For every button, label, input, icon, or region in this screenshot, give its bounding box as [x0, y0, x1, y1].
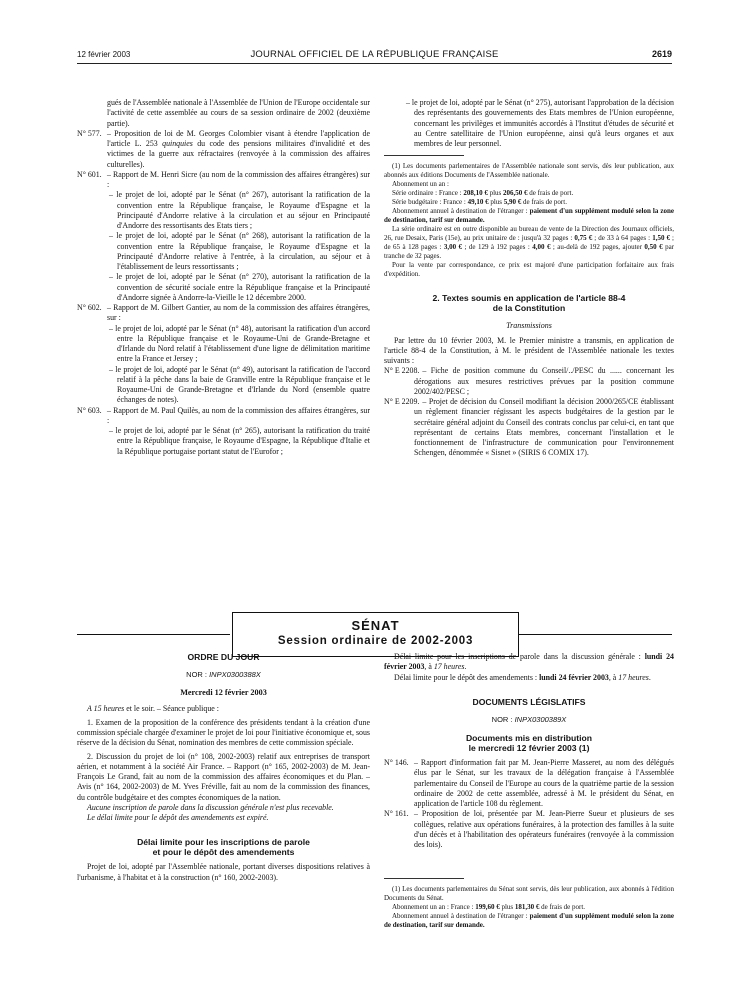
- fn-text: ; de 129 à 192 pages :: [462, 243, 533, 252]
- page-number: 2619: [651, 49, 672, 59]
- senat-rule-left: [77, 634, 230, 635]
- delai-text: , à: [424, 662, 434, 672]
- date-heading: Mercredi 12 février 2003: [180, 688, 267, 698]
- footnote-abonnement: Abonnement un an :: [392, 180, 449, 189]
- delai-amendements: [384, 673, 674, 683]
- entry-number: N° 601.: [77, 169, 102, 179]
- footnote-serie-budgetaire: [384, 198, 674, 207]
- bottom-right-column: [384, 652, 674, 930]
- entry-577: [77, 129, 370, 170]
- header-date: 12 février 2003: [77, 50, 131, 59]
- entry-146: [384, 758, 674, 809]
- entry-text: – Proposition de loi de M. Georges Colombier visant à étendre l'application de l'article L. 253: [107, 128, 370, 148]
- fn-price: 0,75 €: [574, 234, 593, 243]
- entry-number: N° E 2208.: [384, 366, 420, 376]
- fn-bold-text: paiement d'un supplément modulé selon la zone de destination, tarif sur demande.: [384, 207, 674, 225]
- fn-text: par tranche de 32 pages.: [384, 243, 675, 261]
- fn-text: de frais de port.: [527, 189, 574, 198]
- fn-price: 199,60 €: [475, 903, 500, 912]
- bottom-left-column: [77, 652, 370, 883]
- entry-e2208: [384, 366, 674, 397]
- delai-text: Délai limite pour le dépôt des amendements :: [394, 672, 540, 682]
- distribution-title: le mercredi 12 février 2003 (1): [468, 743, 590, 753]
- entry-e2209: [384, 397, 674, 459]
- nor-code: INPX0300388X: [209, 670, 261, 679]
- entry-italic: quinquies: [162, 139, 193, 148]
- section-title: 2. Textes soumis en application de l'article 88-4: [432, 293, 626, 304]
- entry-text: – Fiche de position commune du Conseil/../PESC du ...... concernant les dérogations aux mesures restrictives prévues par la position commune 2002/402/PESC ;: [414, 366, 674, 396]
- footnote-rule: [384, 878, 464, 879]
- documents-heading: DOCUMENTS LÉGISLATIFS: [472, 696, 586, 707]
- entry-number: N° 161.: [384, 809, 409, 819]
- nor-label: NOR :: [186, 670, 210, 679]
- fn-text: plus: [487, 189, 504, 198]
- page-header: [77, 50, 672, 62]
- fn-text: Série ordinaire : France :: [392, 189, 464, 198]
- list-item: – le projet de loi, adopté par le Sénat (n° 48), autorisant la ratification d'un accord entre la République française et le Royaume-Uni de Grande-Bretagne et d'Irlande du Nord relatif à l'établissement d'une ligne de délimitation maritime entre la France et Jersey ;: [109, 323, 370, 364]
- footnote-abonnement: [384, 903, 674, 912]
- entry-601: [77, 170, 370, 191]
- delai-date: lundi 24 février 2003: [384, 652, 674, 672]
- transmission-paragraph: Par lettre du 10 février 2003, M. le Premier ministre a transmis, en application de l'article 88-4 de la Constitution, à M. le président de l'Assemblée nationale les textes suivants :: [384, 335, 674, 365]
- senat-session: Session ordinaire de 2002-2003: [277, 635, 474, 647]
- fn-text: La série ordinaire est en outre disponible au bureau de vente de la Direction des Journaux officiels, 26, rue Desaix, Paris (15e), au prix unitaire de : jusqu'à 32 pages :: [384, 225, 674, 243]
- fn-price: 3,00 €: [443, 243, 463, 252]
- no-inscription-note: Aucune inscription de parole dans la discussion générale n'est plus recevable.: [87, 802, 334, 812]
- senat-title: SÉNAT: [351, 618, 400, 633]
- seance-time: [77, 704, 370, 714]
- delai-title: Délai limite pour les inscriptions de parole: [137, 837, 310, 848]
- list-item: – le projet de loi, adopté par le Sénat (n° 267), autorisant la ratification de la convention entre la République française, le Royaume d'Espagne et la Principauté d'Andorre relative à la circulation et au séjour en Principauté d'Andorre des ressortisants des Etats tiers ;: [109, 190, 370, 230]
- list-item: – le projet de loi, adopté par le Sénat (n° 49), autorisant la ratification de l'accord relatif à la pêche dans la baie de Granville entre la République française et le Royaume-Uni de Grande-Bretagne et d'Irlande du Nord (ensemble quatre échanges de notes).: [109, 364, 370, 405]
- section-subtitle: Transmissions: [506, 321, 552, 331]
- entry-161: [384, 809, 674, 850]
- distribution-title: Documents mis en distribution: [465, 733, 593, 743]
- footnote-correspondance: Pour la vente par correspondance, ce prix est majoré d'une participation forfaitaire aux frais d'expédition.: [384, 261, 674, 279]
- entry-text: du code des pensions militaires d'invalidité et des victimes de la guerre aux réfractaires (renvoyée à la commission des affaires culturelles).: [107, 139, 371, 169]
- fn-text: ; de 65 à 128 pages :: [384, 234, 674, 252]
- list-item: – le projet de loi, adopté par le Sénat (n° 265), autorisant la ratification du traité entre la République française, le Royaume d'Espagne, la République d'Italie et la République portugaise portant statut de l'Eurofor ;: [109, 426, 370, 456]
- top-left-column: [77, 98, 370, 457]
- agenda-item-1: 1. Examen de la proposition de la conférence des présidents tendant à la création d'une commission spéciale chargée d'examiner le projet de loi pour l'initiative économique et, sous réserve de la décision du Sénat, nomination des membres de cette commission spéciale.: [77, 717, 370, 748]
- journal-title: JOURNAL OFFICIEL DE LA RÉPUBLIQUE FRANÇAISE: [250, 49, 499, 60]
- fn-price: 1,50 €: [652, 234, 670, 243]
- footnote-serie-ordinaire: [384, 189, 674, 198]
- entry-text: – Projet de décision du Conseil modifiant la décision 2000/265/CE établissant un règlement financier régissant les aspects budgétaires de la gestion par le secrétaire général adjoint du Conseil des contrats conclus par celui-ci, en tant que représentant de certains Etats membres, concernant l'installation et le fonctionnement de l'infrastructure de communication pour l'environnement Schengen, dénommée « Sisnet » (SIRIS 6 COMIX 17).: [414, 397, 674, 458]
- entry-number: N° 603.: [77, 405, 102, 415]
- entry-number: N° 602.: [77, 303, 102, 312]
- fn-price: 206,50 €: [503, 189, 528, 198]
- footnote: (1) Les documents parlementaires de l'Assemblée nationale sont servis, dès leur publication, aux abonnés aux éditions Documents de l'Assemblée nationale.: [384, 162, 674, 180]
- ordre-du-jour-heading: ORDRE DU JOUR: [187, 652, 260, 662]
- header-rule: [77, 63, 672, 64]
- entry-603: [77, 406, 370, 427]
- footnote-etranger: [384, 912, 674, 930]
- fn-text: ; de 33 à 64 pages :: [592, 234, 653, 243]
- fn-text: plus: [499, 903, 515, 912]
- fn-text: plus: [488, 198, 504, 207]
- projet-paragraph: Projet de loi, adopté par l'Assemblée nationale, portant diverses dispositions relatives à l'urbanisme, à l'habitat et à la construction (n° 160, 2002-2003).: [77, 862, 370, 882]
- nor-reference: [77, 670, 370, 680]
- entry-text: – Rapport de M. Henri Sicre (au nom de la commission des affaires étrangères) sur :: [107, 169, 370, 189]
- entry-number: N° E 2209.: [384, 397, 420, 406]
- delai-text: Délai limite pour les inscriptions de parole dans la discussion générale :: [394, 652, 645, 661]
- fn-text: de frais de port.: [521, 198, 567, 207]
- fn-text: de frais de port.: [539, 903, 586, 912]
- list-item: – le projet de loi, adopté par le Sénat (n° 268), autorisant la ratification de la convention entre la République française, le Royaume d'Espagne et la Principauté d'Andorre relative à l'entrée, à la circulation, au séjour et à l'établissement de leurs ressortissants ;: [109, 231, 370, 271]
- fn-text: Abonnement un an : France :: [392, 903, 476, 912]
- delai-text: .: [648, 672, 651, 682]
- fn-text: Abonnement annuel à destination de l'étranger :: [392, 912, 530, 921]
- continued-text: gués de l'Assemblée nationale à l'Assemblée de l'Union de l'Europe occidentale sur l'activité de cette assemblée au cours de sa session ordinaire de 2002 (deuxième partie).: [107, 98, 370, 128]
- delai-hour: 17 heures: [433, 662, 465, 672]
- delai-title: et pour le dépôt des amendements: [152, 847, 295, 858]
- agenda-item-2: 2. Discussion du projet de loi (n° 108, 2002-2003) relatif aux entreprises de transport aérien, et notamment à la société Air France. – Rapport (n° 165, 2002-2003) de M. Jean-François Le Grand, fait au nom de la commission des affaires économiques et du Plan. – Avis (n° 164, 2002-2003) de M. Yves Fréville, fait au nom de la commission des finances, du contrôle budgétaire et des comptes économiques de la nation.: [77, 751, 370, 802]
- time-text: et le soir. – Séance publique :: [124, 703, 219, 713]
- fn-price: 208,10 €: [463, 189, 488, 198]
- fn-price: 181,30 €: [514, 903, 540, 912]
- entry-number: N° 146.: [384, 758, 409, 767]
- senat-banner: [232, 612, 519, 657]
- nor-code: INPX0300389X: [514, 714, 567, 724]
- fn-price: 4,00 €: [532, 243, 551, 252]
- delai-generale: [384, 652, 674, 673]
- entry-number: N° 577.: [77, 128, 102, 138]
- fn-price: 5,90 €: [503, 198, 522, 207]
- list-item: – le projet de loi, adopté par le Sénat (n° 275), autorisant l'approbation de la décision des représentants des gouvernements des Etats membres de l'Union européenne, concernant les privilèges et immunités accordés à l'Institut d'études de sécurité et au Centre satellitaire de l'Union européenne, ainsi qu'à leurs organes et aux membres de leur personnel.: [406, 98, 674, 148]
- fn-price: 49,10 €: [467, 198, 489, 207]
- fn-text: Série budgétaire : France :: [392, 198, 468, 207]
- delai-expire-note: Le délai limite pour le dépôt des amendements est expiré.: [87, 813, 269, 822]
- delai-text: , à: [608, 672, 619, 682]
- fn-price: 0,50 €: [644, 243, 663, 252]
- senat-rule-right: [519, 634, 672, 635]
- entry-text: – Proposition de loi, présentée par M. Jean-Pierre Sueur et plusieurs de ses collègues, relative aux opérations funéraires, à la protection des familles à la suite d'un décès et à l'habilitation des opérateurs funéraires (renvoyée à la commission des lois).: [414, 809, 674, 849]
- fn-text: Abonnement annuel à destination de l'étranger :: [392, 207, 530, 216]
- fn-bold-text: paiement d'un supplément modulé selon la zone de destination, tarif sur demande.: [384, 912, 674, 930]
- fn-text: ; au-delà de 192 pages, ajouter: [550, 243, 645, 252]
- list-item: – le projet de loi, adopté par le Sénat (n° 270), autorisant la ratification de la convention de sécurité sociale entre la République française et la Principauté d'Andorre signée à Andorre-la-Vieille le 12 décembre 2000.: [109, 272, 370, 302]
- delai-date: lundi 24 février 2003: [539, 672, 609, 682]
- entry-text: – Rapport d'information fait par M. Jean-Pierre Masseret, au nom des délégués élus par le Sénat, sur les travaux de la délégation française à l'Assemblée parlementaire du Conseil de l'Europe au cours de la quatrième partie de la session ordinaire de 2002 de cette assemblée, adressé à M. le président du Sénat, en application de l'article 108 du règlement.: [414, 758, 674, 808]
- delai-text: .: [464, 662, 467, 672]
- footnote-etranger: [384, 207, 674, 225]
- footnote-rule: [384, 155, 464, 156]
- delai-hour: 17 heures: [618, 672, 649, 682]
- entry-text: – Rapport de M. Paul Quilès, au nom de la commission des affaires étrangères, sur :: [107, 405, 370, 425]
- section-title: de la Constitution: [492, 303, 566, 314]
- entry-602: [77, 303, 370, 324]
- entry-text: – Rapport de M. Gilbert Gantier, au nom de la commission des affaires étrangères, sur :: [107, 303, 370, 323]
- nor-reference: [384, 715, 674, 725]
- footnote: (1) Les documents parlementaires du Sénat sont servis, dès leur publication, aux abonnés à l'édition Documents du Sénat.: [384, 885, 674, 903]
- footnote-vente-bureau: [384, 225, 674, 261]
- nor-label: NOR :: [491, 714, 515, 724]
- time-italic: A 15 heures: [87, 703, 125, 713]
- top-right-column: [384, 98, 674, 459]
